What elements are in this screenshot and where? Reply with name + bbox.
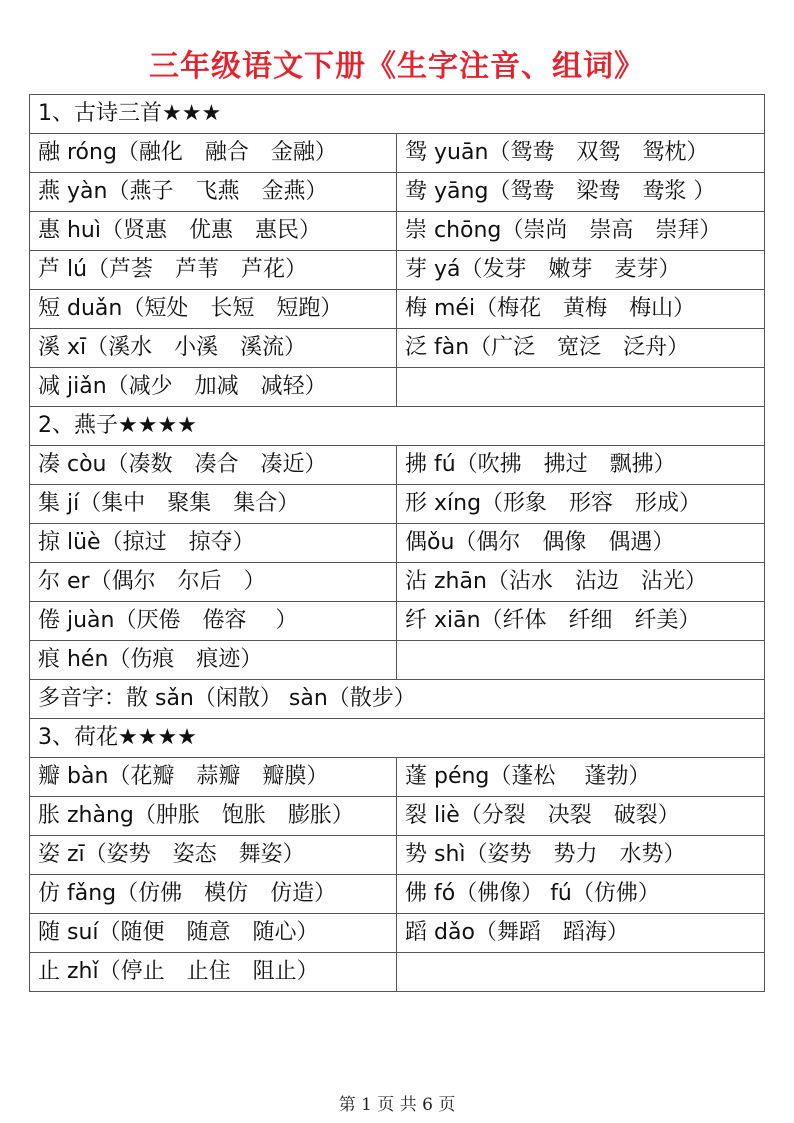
vocab-cell-right: 蹈 dǎo（舞蹈 蹈海） <box>397 914 765 953</box>
vocab-cell-right: 崇 chōng（崇尚 崇高 崇拜） <box>397 212 765 251</box>
page-title: 三年级语文下册《生字注音、组词》 <box>149 49 645 84</box>
vocab-cell-left: 融 róng（融化 融合 金融） <box>30 134 397 173</box>
section-header-row <box>30 719 765 758</box>
vocab-cell-right: 沾 zhān（沾水 沾边 沾光） <box>397 563 765 602</box>
vocab-cell-left: 凑 còu（凑数 凑合 凑近） <box>30 446 397 485</box>
vocab-cell-right: 鸯 yāng（鸳鸯 梁鸯 鸯浆 ） <box>397 173 765 212</box>
vocab-row <box>30 134 765 173</box>
vocab-row <box>30 641 765 680</box>
section-header-row <box>30 95 765 134</box>
vocab-row <box>30 524 765 563</box>
vocab-row <box>30 602 765 641</box>
vocab-cell-left: 痕 hén（伤痕 痕迹） <box>30 641 397 680</box>
vocab-cell-right: 偶ǒu（偶尔 偶像 偶遇） <box>397 524 765 563</box>
vocab-row <box>30 875 765 914</box>
section-header-row <box>30 680 765 719</box>
vocab-cell-right <box>397 641 765 680</box>
vocab-cell-left: 尔 er（偶尔 尔后 ） <box>30 563 397 602</box>
vocab-cell-right: 形 xíng（形象 形容 形成） <box>397 485 765 524</box>
vocab-cell-left: 芦 lú（芦荟 芦苇 芦花） <box>30 251 397 290</box>
vocab-row <box>30 290 765 329</box>
vocab-cell-left: 集 jí（集中 聚集 集合） <box>30 485 397 524</box>
vocab-cell-left: 瓣 bàn（花瓣 蒜瓣 瓣膜） <box>30 758 397 797</box>
vocab-row <box>30 485 765 524</box>
vocab-cell-left: 仿 fǎng（仿佛 模仿 仿造） <box>30 875 397 914</box>
vocab-cell-right: 鸳 yuān（鸳鸯 双鸳 鸳枕） <box>397 134 765 173</box>
section-heading: 1、古诗三首★★★ <box>30 95 765 134</box>
vocab-cell-left: 惠 huì（贤惠 优惠 惠民） <box>30 212 397 251</box>
vocab-cell-left: 止 zhǐ（停止 止住 阻止） <box>30 953 397 992</box>
vocab-row <box>30 329 765 368</box>
vocab-cell-right: 蓬 péng（蓬松 蓬勃） <box>397 758 765 797</box>
vocab-row <box>30 173 765 212</box>
vocabulary-table <box>29 94 765 992</box>
vocab-row <box>30 797 765 836</box>
vocab-cell-left: 溪 xī（溪水 小溪 溪流） <box>30 329 397 368</box>
vocab-cell-left: 姿 zī（姿势 姿态 舞姿） <box>30 836 397 875</box>
page-footer: 第 1 页 共 6 页 <box>338 1095 456 1115</box>
vocab-row <box>30 914 765 953</box>
vocab-row <box>30 212 765 251</box>
vocab-cell-right: 纤 xiān（纤体 纤细 纤美） <box>397 602 765 641</box>
vocab-cell-right: 佛 fó（佛像） fú（仿佛） <box>397 875 765 914</box>
section-header-row <box>30 407 765 446</box>
vocab-cell-right: 裂 liè（分裂 决裂 破裂） <box>397 797 765 836</box>
vocabulary-table-body <box>30 95 765 992</box>
vocab-cell-right: 势 shì（姿势 势力 水势） <box>397 836 765 875</box>
vocab-row <box>30 368 765 407</box>
vocab-row <box>30 446 765 485</box>
vocab-cell-left: 燕 yàn（燕子 飞燕 金燕） <box>30 173 397 212</box>
section-heading: 多音字：散 sǎn（闲散） sàn（散步） <box>30 680 765 719</box>
vocab-row <box>30 836 765 875</box>
vocab-row <box>30 953 765 992</box>
section-heading: 3、荷花★★★★ <box>30 719 765 758</box>
vocab-cell-left: 减 jiǎn（减少 加减 减轻） <box>30 368 397 407</box>
vocab-cell-right: 芽 yá（发芽 嫩芽 麦芽） <box>397 251 765 290</box>
vocab-cell-right <box>397 368 765 407</box>
vocab-cell-left: 随 suí（随便 随意 随心） <box>30 914 397 953</box>
vocab-row <box>30 758 765 797</box>
vocab-cell-right: 拂 fú（吹拂 拂过 飘拂） <box>397 446 765 485</box>
vocab-cell-right: 泛 fàn（广泛 宽泛 泛舟） <box>397 329 765 368</box>
vocab-cell-left: 胀 zhàng（肿胀 饱胀 膨胀） <box>30 797 397 836</box>
vocab-cell-left: 掠 lüè（掠过 掠夺） <box>30 524 397 563</box>
vocab-row <box>30 563 765 602</box>
vocab-row <box>30 251 765 290</box>
vocab-cell-right <box>397 953 765 992</box>
vocab-cell-left: 倦 juàn（厌倦 倦容 ） <box>30 602 397 641</box>
section-heading: 2、燕子★★★★ <box>30 407 765 446</box>
vocab-cell-right: 梅 méi（梅花 黄梅 梅山） <box>397 290 765 329</box>
vocab-cell-left: 短 duǎn（短处 长短 短跑） <box>30 290 397 329</box>
